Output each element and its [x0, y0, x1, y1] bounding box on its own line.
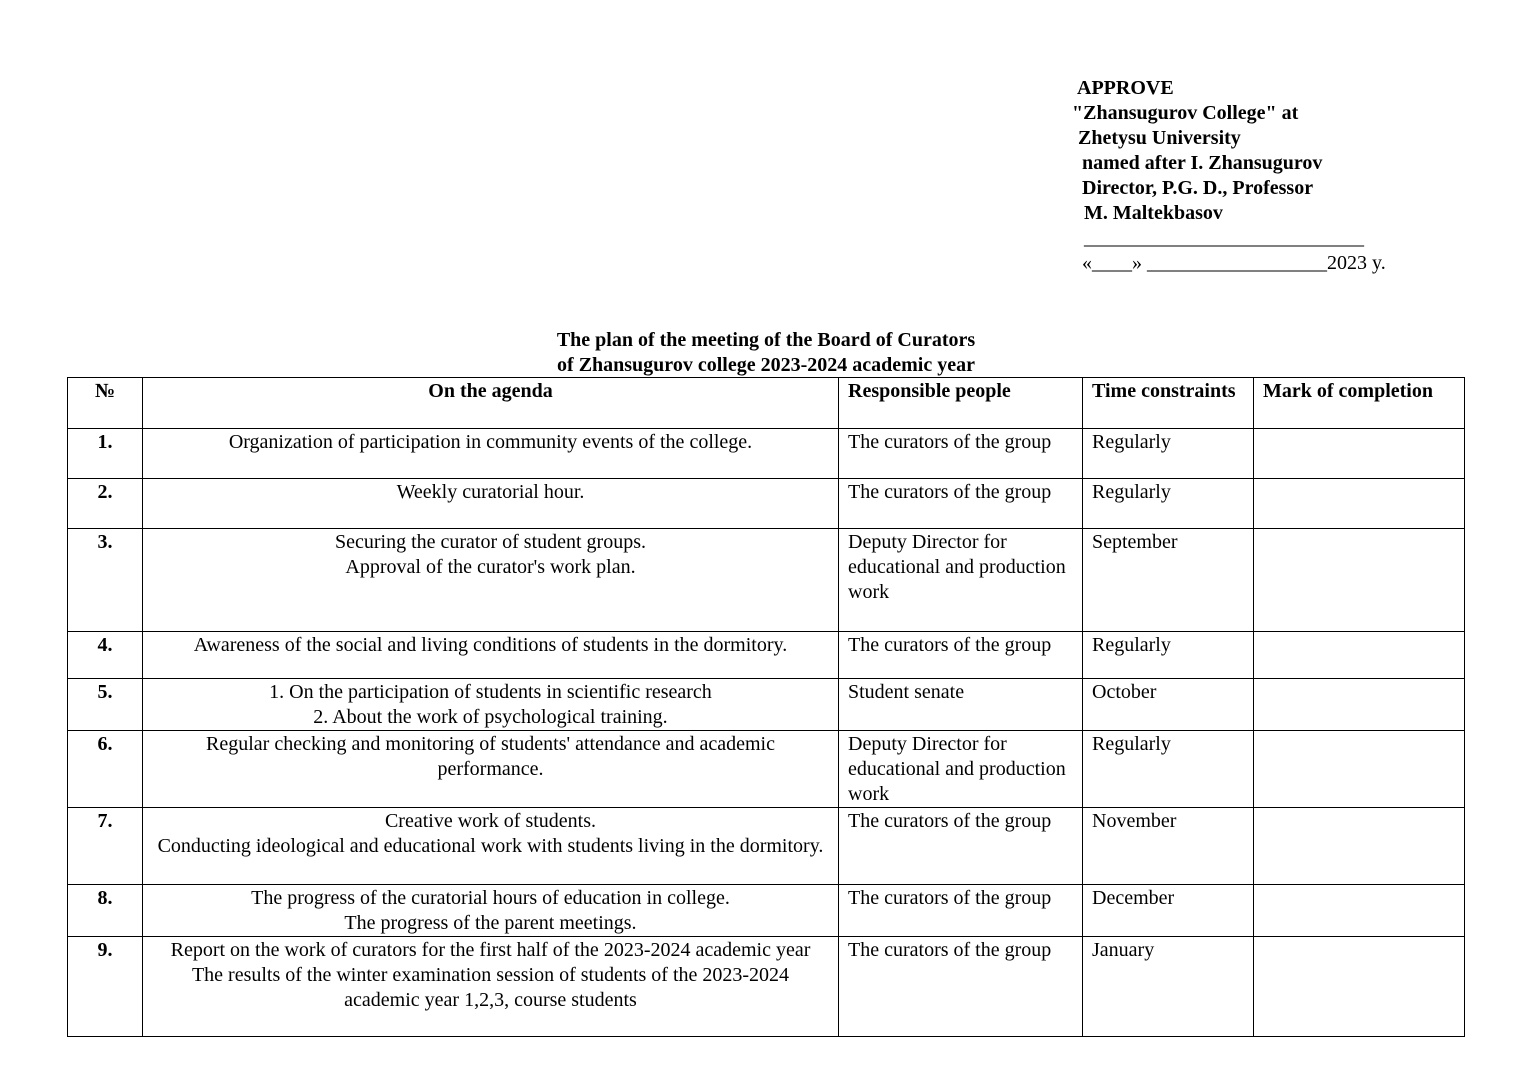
- agenda-line: The results of the winter examination session of students of the 2023-2024 academic year 1,2,3, course students: [191, 964, 790, 1011]
- row-responsible: [839, 479, 1083, 529]
- row-responsible: [839, 679, 1083, 731]
- table-header-row: [68, 378, 1465, 429]
- signature-line: ____________________________: [1084, 227, 1364, 249]
- responsible-line: Student senate: [848, 681, 965, 703]
- table-row: [68, 808, 1465, 885]
- header-agenda: On the agenda: [143, 378, 839, 429]
- approval-heading: APPROVE: [1077, 77, 1174, 99]
- responsible-line: The curators of the group: [848, 939, 1052, 961]
- row-time: September: [1083, 529, 1254, 632]
- agenda-line: Conducting ideological and educational work with students living in the dormitory.: [157, 835, 824, 857]
- agenda-line: The progress of the parent meetings.: [344, 912, 637, 934]
- row-time: Regularly: [1083, 632, 1254, 679]
- responsible-line: Deputy Director for educational and production work: [848, 733, 1066, 805]
- agenda-line: Organization of participation in community events of the college.: [228, 431, 753, 453]
- row-responsible: [839, 808, 1083, 885]
- agenda-line: Creative work of students.: [384, 810, 597, 832]
- row-time: Regularly: [1083, 731, 1254, 808]
- row-agenda: [143, 429, 839, 479]
- row-responsible: [839, 731, 1083, 808]
- row-agenda: [143, 632, 839, 679]
- row-number: 6.: [68, 731, 143, 808]
- responsible-line: The curators of the group: [848, 481, 1052, 503]
- responsible-line: The curators of the group: [848, 634, 1052, 656]
- table-row: [68, 529, 1465, 632]
- row-agenda: [143, 529, 839, 632]
- table-row: [68, 731, 1465, 808]
- table-row: [68, 885, 1465, 937]
- row-number: 9.: [68, 937, 143, 1037]
- row-responsible: [839, 632, 1083, 679]
- row-mark: [1254, 731, 1465, 808]
- row-time: Regularly: [1083, 479, 1254, 529]
- table-row: [68, 632, 1465, 679]
- agenda-line: 2. About the work of psychological training.: [313, 706, 668, 728]
- row-mark: [1254, 679, 1465, 731]
- row-responsible: [839, 885, 1083, 937]
- approval-line-1: "Zhansugurov College" at: [1072, 102, 1299, 124]
- row-responsible: [839, 529, 1083, 632]
- agenda-line: Report on the work of curators for the first half of the 2023-2024 academic year: [170, 939, 811, 961]
- row-time: Regularly: [1083, 429, 1254, 479]
- header-mark: Mark of completion: [1254, 378, 1465, 429]
- header-responsible: Responsible people: [839, 378, 1083, 429]
- row-number: 1.: [68, 429, 143, 479]
- table-row: [68, 937, 1465, 1037]
- approval-line-3: named after I. Zhansugurov: [1082, 152, 1323, 174]
- row-agenda: [143, 679, 839, 731]
- header-time: Time constraints: [1083, 378, 1254, 429]
- row-number: 3.: [68, 529, 143, 632]
- responsible-line: The curators of the group: [848, 431, 1052, 453]
- row-agenda: [143, 731, 839, 808]
- row-mark: [1254, 885, 1465, 937]
- row-mark: [1254, 808, 1465, 885]
- row-number: 7.: [68, 808, 143, 885]
- document-title: [68, 328, 1464, 378]
- row-number: 5.: [68, 679, 143, 731]
- table-row: [68, 429, 1465, 479]
- row-time: October: [1083, 679, 1254, 731]
- agenda-line: Awareness of the social and living conditions of students in the dormitory.: [193, 634, 788, 656]
- row-time: January: [1083, 937, 1254, 1037]
- date-line: «____» __________________2023 y.: [1082, 252, 1386, 274]
- row-agenda: [143, 885, 839, 937]
- row-agenda: [143, 479, 839, 529]
- row-time: November: [1083, 808, 1254, 885]
- row-responsible: [839, 429, 1083, 479]
- row-number: 4.: [68, 632, 143, 679]
- row-mark: [1254, 479, 1465, 529]
- row-mark: [1254, 632, 1465, 679]
- agenda-line: The progress of the curatorial hours of education in college.: [251, 887, 730, 909]
- approval-line-2: Zhetysu University: [1078, 127, 1241, 149]
- approval-line-4: Director, P.G. D., Professor: [1082, 177, 1314, 199]
- agenda-line: 1. On the participation of students in scientific research: [269, 681, 712, 703]
- title-line-1: The plan of the meeting of the Board of Curators: [556, 329, 976, 351]
- agenda-line: Weekly curatorial hour.: [396, 481, 585, 503]
- table-body: [68, 429, 1465, 1037]
- responsible-line: The curators of the group: [848, 887, 1052, 909]
- responsible-line: Deputy Director for educational and production work: [848, 531, 1066, 603]
- row-mark: [1254, 529, 1465, 632]
- row-time: December: [1083, 885, 1254, 937]
- approval-block: [1072, 76, 1512, 276]
- plan-table: [67, 377, 1465, 1037]
- table-row: [68, 679, 1465, 731]
- row-agenda: [143, 937, 839, 1037]
- responsible-line: The curators of the group: [848, 810, 1052, 832]
- header-number: №: [68, 378, 143, 429]
- row-number: 2.: [68, 479, 143, 529]
- agenda-line: Securing the curator of student groups.: [334, 531, 647, 553]
- agenda-line: Regular checking and monitoring of students' attendance and academic performance.: [206, 733, 775, 780]
- row-mark: [1254, 937, 1465, 1037]
- approval-line-5: M. Maltekbasov: [1084, 202, 1223, 224]
- row-number: 8.: [68, 885, 143, 937]
- row-agenda: [143, 808, 839, 885]
- table-row: [68, 479, 1465, 529]
- row-responsible: [839, 937, 1083, 1037]
- agenda-line: Approval of the curator's work plan.: [345, 556, 636, 578]
- title-line-2: of Zhansugurov college 2023-2024 academic year: [557, 354, 975, 376]
- row-mark: [1254, 429, 1465, 479]
